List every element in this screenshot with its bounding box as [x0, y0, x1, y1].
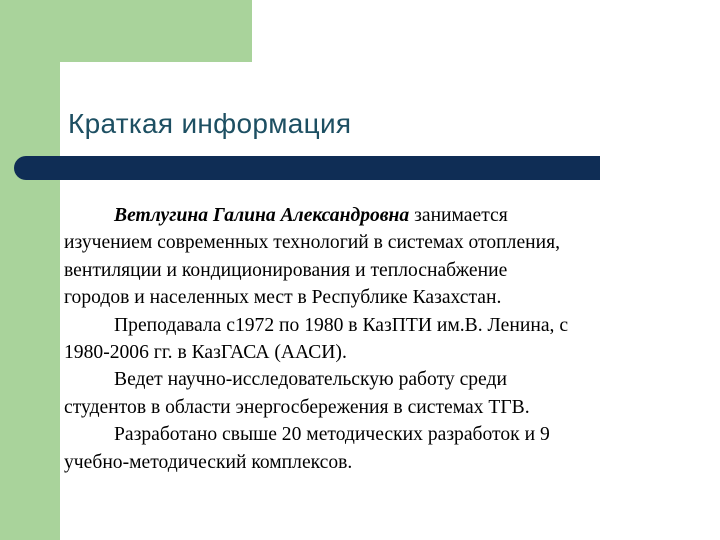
- slide-body: [64, 202, 700, 476]
- paragraph-4: Разработано свыше 20 методических разработок и 9 учебно-методический комплексов.: [64, 424, 550, 473]
- slide-title: Краткая информация: [68, 108, 352, 139]
- paragraph-1: [64, 202, 700, 312]
- top-green-block: [60, 0, 252, 62]
- paragraph-3: Ведет научно-исследовательскую работу среди студентов в области энергосбережения в системах ТГВ.: [64, 369, 530, 418]
- paragraph-1-text: занимается изучением современных технологий в системах отопления, вентиляции и кондиционирования и теплоснабжение городов и населенных мест в Республике Казахстан.: [64, 205, 561, 309]
- left-green-strip: [0, 0, 60, 540]
- title-underline-bar: [14, 156, 600, 180]
- paragraph-2: Преподавала с1972 по 1980 в КазПТИ им.В. Ленина, с 1980-2006 гг. в КазГАСА (ААСИ).: [64, 314, 569, 364]
- person-name: Ветлугина Галина Александровна: [114, 205, 410, 226]
